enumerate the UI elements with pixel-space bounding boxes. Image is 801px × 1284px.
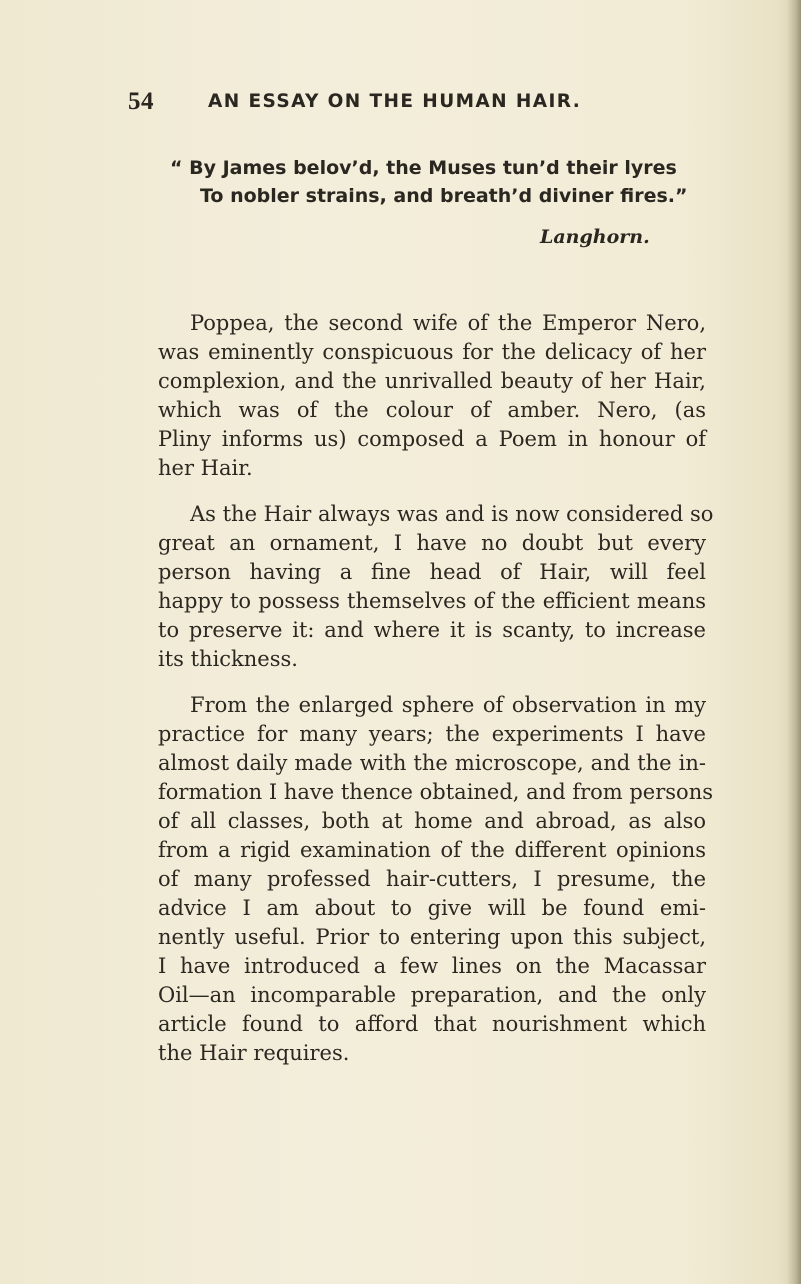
text-line: person having a fine head of Hair, will feel [158,560,706,584]
epigraph-line: “ By James belov’d, the Muses tun’d their lyres [170,157,677,179]
paragraph [122,309,706,483]
text-line: From the enlarged sphere of observation in my [190,693,706,717]
body-text [122,309,714,1085]
text-line: was eminently conspicuous for the delicacy of her [158,340,706,364]
text-line: of all classes, both at home and abroad, as also [158,809,706,833]
text-line: complexion, and the unrivalled beauty of her Hair, [158,369,706,393]
paragraph [122,500,714,674]
text-line: her Hair. [158,456,253,480]
text-line: practice for many years; the experiments I have [158,722,706,746]
text-line: Poppea, the second wife of the Emperor Nero, [190,311,706,335]
text-line: happy to possess themselves of the efficient means [158,589,706,613]
text-line: Pliny informs us) composed a Poem in honour of [158,427,706,451]
text-line: from a rigid examination of the different opinions [158,838,706,862]
text-line: advice I am about to give will be found emi- [158,896,706,920]
text-line: of many professed hair-cutters, I presume, the [158,867,706,891]
epigraph [170,154,687,210]
text-line: the Hair requires. [158,1041,350,1065]
text-line: article found to afford that nourishment which [158,1012,706,1036]
text-line: Oil—an incomparable preparation, and the only [158,983,706,1007]
epigraph-attribution: Langhorn. [540,226,650,248]
paragraph [122,691,713,1068]
running-title: AN ESSAY ON THE HUMAN HAIR. [208,91,582,112]
text-line: to preserve it: and where it is scanty, to increase [158,618,706,642]
text-line: As the Hair always was and is now considered so [190,502,714,526]
text-line: almost daily made with the microscope, and the in- [158,751,706,775]
text-line: I have introduced a few lines on the Macassar [158,954,706,978]
text-line: great an ornament, I have no doubt but every [158,531,706,555]
text-line: which was of the colour of amber. Nero, (as [158,398,706,422]
epigraph-line: To nobler strains, and breath’d diviner fires.” [200,185,688,207]
text-line: nently useful. Prior to entering upon this subject, [158,925,706,949]
page-header [128,88,688,122]
page-edge-shadow [787,0,801,1284]
text-line: formation I have thence obtained, and from persons [158,780,713,804]
page-number: 54 [128,88,154,115]
text-line: its thickness. [158,647,298,671]
